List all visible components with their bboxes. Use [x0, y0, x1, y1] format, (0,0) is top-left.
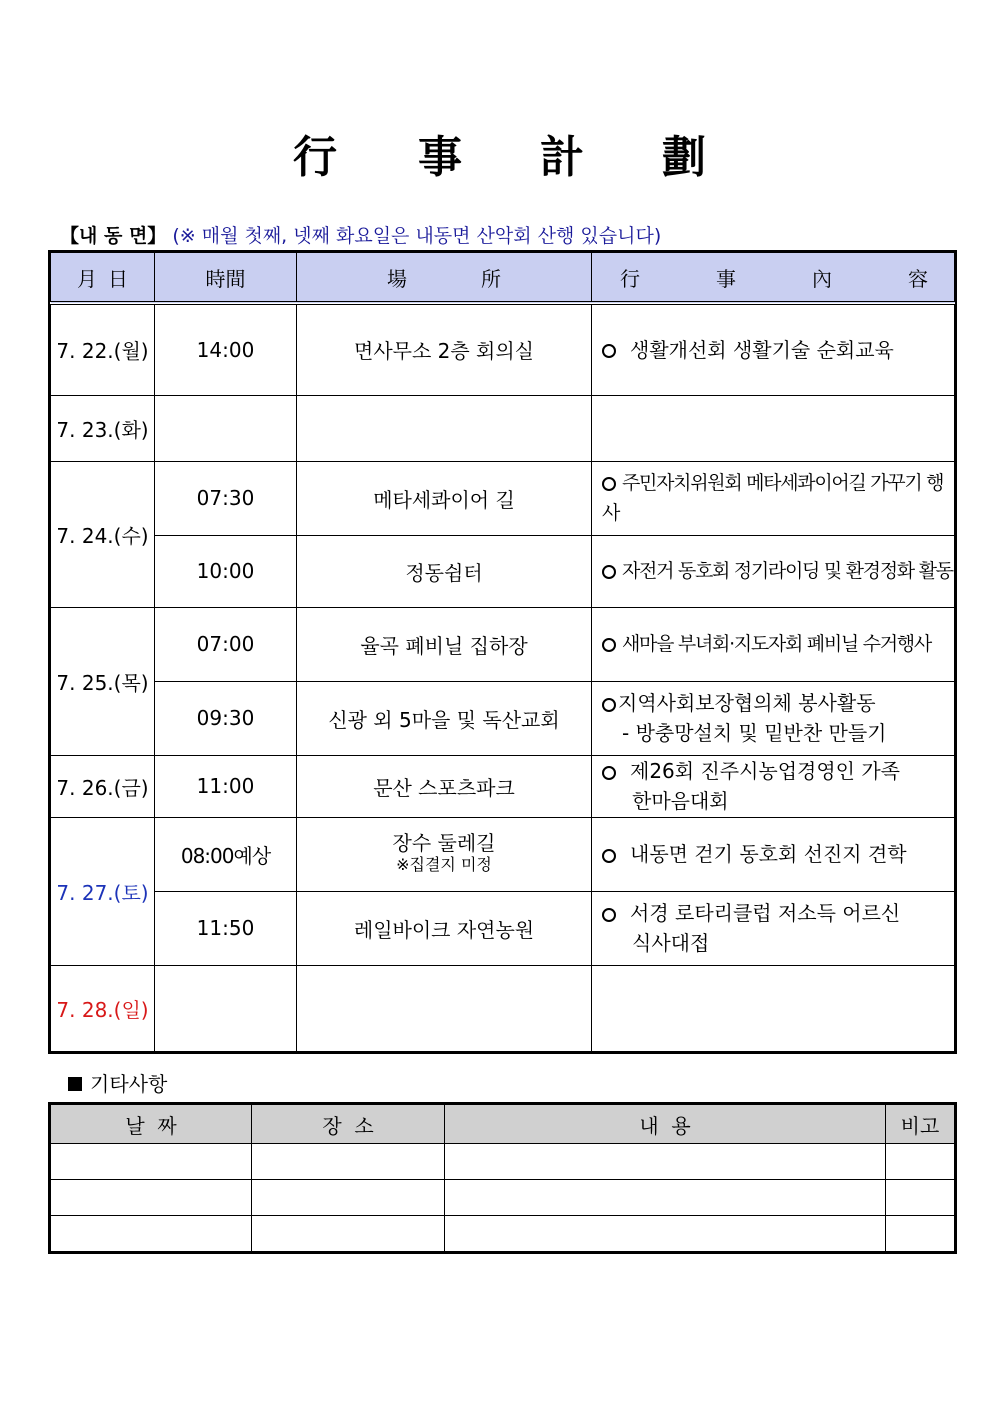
time-cell: 09:30 [155, 681, 297, 755]
page-title [0, 128, 992, 188]
event-cell: 생활개선회 생활기술 순회교육 [592, 303, 955, 395]
misc-header-place: 장 소 [252, 1105, 445, 1144]
header-time: 時間 [155, 253, 297, 304]
misc-table [48, 1102, 957, 1254]
title-char: 劃 [662, 132, 706, 183]
header-event: 行 事 內 容 [592, 253, 955, 304]
black-square-icon [68, 1077, 82, 1091]
date-cell: 7. 26.(금) [51, 755, 155, 817]
place-note: ※집결지 미정 [396, 855, 492, 874]
place-cell: 장수 둘레길 ※집결지 미정 [297, 817, 592, 891]
table-row [51, 891, 955, 965]
event-cell: 서경 로타리클럽 저소득 어르신 식사대접 [592, 891, 955, 965]
time-cell [155, 965, 297, 1051]
place-cell [297, 395, 592, 461]
table-row [51, 1180, 955, 1216]
place-cell: 메타세콰이어 길 [297, 461, 592, 535]
title-char: 事 [418, 132, 462, 183]
time-cell: 11:00 [155, 755, 297, 817]
circle-bullet-icon [602, 698, 616, 712]
misc-section-label: 기타사항 [68, 1068, 167, 1097]
event-cell: 제26회 진주시농업경영인 가족 한마음대회 [592, 755, 955, 817]
event-cell [592, 395, 955, 461]
table-row [51, 461, 955, 535]
circle-bullet-icon [602, 477, 616, 491]
place-cell: 율곡 폐비닐 집하장 [297, 607, 592, 681]
place-cell: 신광 외 5마을 및 독산교회 [297, 681, 592, 755]
event-cell: 새마을 부녀회·지도자회 폐비닐 수거행사 [592, 607, 955, 681]
schedule-header-row [51, 253, 955, 304]
table-row [51, 755, 955, 817]
place-cell: 정동쉼터 [297, 535, 592, 607]
time-cell: 07:00 [155, 607, 297, 681]
circle-bullet-icon [602, 565, 616, 579]
circle-bullet-icon [602, 766, 616, 780]
table-row [51, 681, 955, 755]
place-cell: 면사무소 2층 회의실 [297, 303, 592, 395]
misc-header-content: 내 용 [445, 1105, 886, 1144]
section-head: 【내 동 면】 [60, 225, 167, 247]
table-row [51, 965, 955, 1051]
circle-bullet-icon [602, 344, 616, 358]
circle-bullet-icon [602, 908, 616, 922]
time-cell: 14:00 [155, 303, 297, 395]
header-date: 月 日 [51, 253, 155, 304]
schedule-table [48, 250, 957, 1054]
table-row [51, 1216, 955, 1252]
event-cell: 내동면 걷기 동호회 선진지 견학 [592, 817, 955, 891]
date-cell-saturday: 7. 27.(토) [51, 817, 155, 965]
event-cell: 주민자치위원회 메타세콰이어길 가꾸기 행사 [592, 461, 955, 535]
time-cell [155, 395, 297, 461]
place-cell [297, 965, 592, 1051]
date-cell: 7. 22.(월) [51, 303, 155, 395]
section-note: (※ 매월 첫째, 넷째 화요일은 내동면 산악회 산행 있습니다) [172, 225, 662, 247]
header-place: 場 所 [297, 253, 592, 304]
place-cell: 문산 스포츠파크 [297, 755, 592, 817]
place-cell: 레일바이크 자연농원 [297, 891, 592, 965]
date-cell: 7. 24.(수) [51, 461, 155, 607]
event-cell: 자전거 동호회 정기라이딩 및 환경정화 활동 [592, 535, 955, 607]
date-cell-sunday: 7. 28.(일) [51, 965, 155, 1051]
misc-header-row [51, 1105, 955, 1144]
time-cell: 07:30 [155, 461, 297, 535]
table-row [51, 535, 955, 607]
misc-header-remarks: 비고 [886, 1105, 955, 1144]
circle-bullet-icon [602, 849, 616, 863]
circle-bullet-icon [602, 638, 616, 652]
misc-header-date: 날 짜 [51, 1105, 252, 1144]
table-row [51, 303, 955, 395]
date-cell: 7. 23.(화) [51, 395, 155, 461]
time-cell: 11:50 [155, 891, 297, 965]
table-row [51, 607, 955, 681]
event-cell [592, 965, 955, 1051]
title-char: 計 [540, 132, 584, 183]
title-char: 行 [293, 132, 337, 183]
event-cell: 지역사회보장협의체 봉사활동 - 방충망설치 및 밑반찬 만들기 [592, 681, 955, 755]
date-cell: 7. 25.(목) [51, 607, 155, 755]
time-cell: 10:00 [155, 535, 297, 607]
table-row [51, 1144, 955, 1180]
table-row [51, 817, 955, 891]
table-row [51, 395, 955, 461]
time-cell: 08:00예상 [155, 817, 297, 891]
section-subtitle [60, 221, 661, 248]
